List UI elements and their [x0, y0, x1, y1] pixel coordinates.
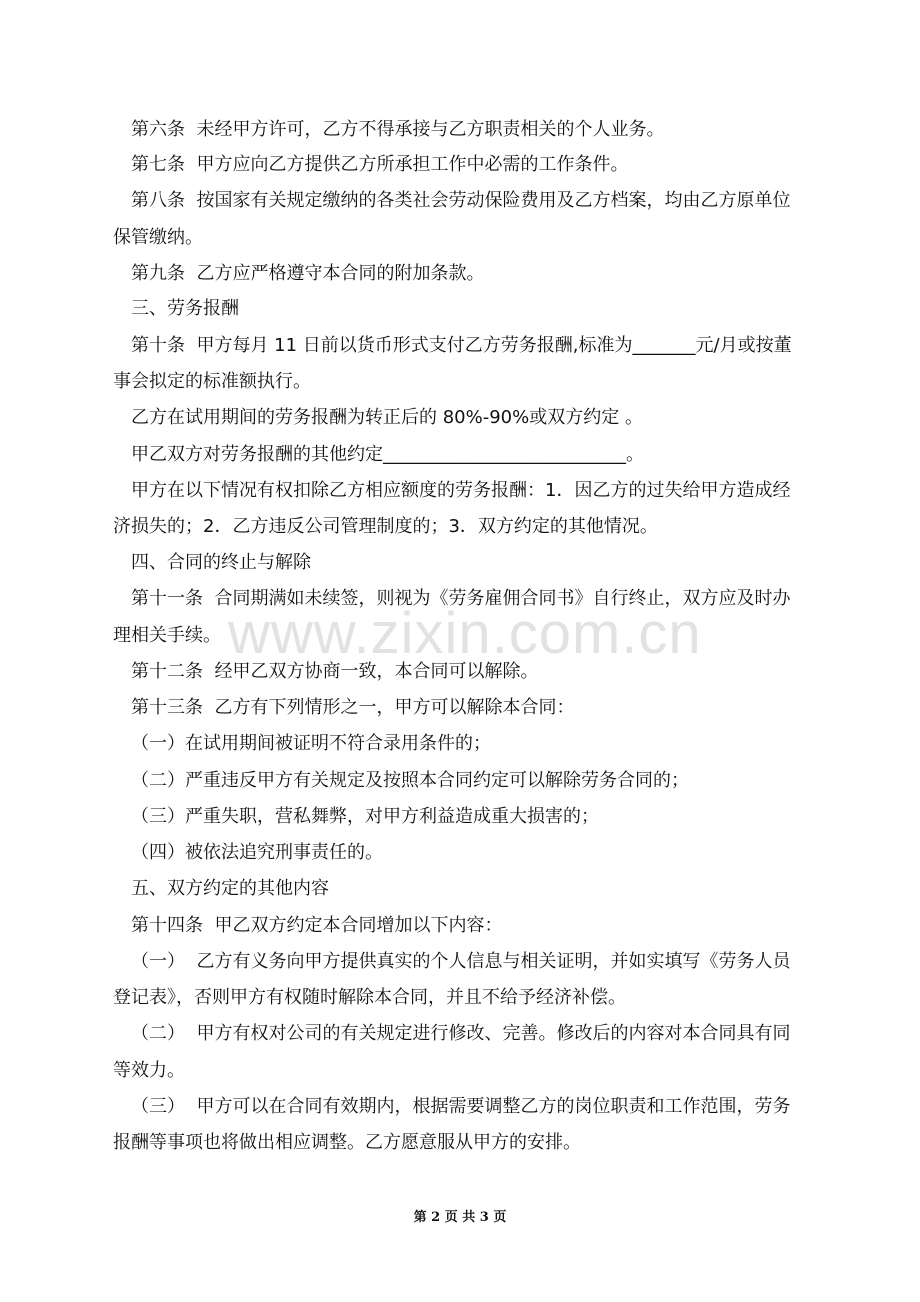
- clause-14: 第十四条 甲乙双方约定本合同增加以下内容：: [131, 915, 503, 936]
- clause-13-item-1: （一）在试用期间被证明不符合录用条件的；: [131, 733, 491, 754]
- watermark: www.zixin.com.cn: [228, 601, 702, 666]
- clause-14-item-1-cont: 登记表》，否则甲方有权随时解除本合同，并且不给予经济补偿。: [113, 987, 626, 1008]
- clause-14-item-2-cont: 等效力。: [113, 1060, 185, 1081]
- clause-14-item-3-cont: 报酬等事项也将做出相应调整。乙方愿意服从甲方的安排。: [113, 1132, 581, 1153]
- clause-11-cont: 理相关手续。: [113, 625, 221, 646]
- probation-pay: 乙方在试用期间的劳务报酬为转正后的 80%-90%或双方约定 。: [131, 407, 643, 428]
- clause-13: 第十三条 乙方有下列情形之一，甲方可以解除本合同：: [131, 697, 575, 718]
- clause-8: 第八条 按国家有关规定缴纳的各类社会劳动保险费用及乙方档案，均由乙方原单位: [131, 190, 791, 211]
- section-4-heading: 四、合同的终止与解除: [131, 552, 311, 573]
- clause-12: 第十二条 经甲乙双方协商一致，本合同可以解除。: [131, 661, 539, 682]
- clause-11: 第十一条 合同期满如未续签，则视为《劳务雇佣合同书》自行终止，双方应及时办: [131, 588, 791, 609]
- clause-10: 第十条 甲方每月 11 日前以货币形式支付乙方劳务报酬,标准为_______元/月或按董: [131, 335, 792, 356]
- clause-10-cont: 事会拟定的标准额执行。: [113, 371, 311, 392]
- section-3-heading: 三、劳务报酬: [131, 298, 239, 319]
- clause-14-item-3: （三） 甲方可以在合同有效期内，根据需要调整乙方的岗位职责和工作范围，劳务: [131, 1096, 791, 1117]
- deduction-terms: 甲方在以下情况有权扣除乙方相应额度的劳务报酬：1．因乙方的过失给甲方造成经: [131, 480, 791, 501]
- clause-14-item-2: （二） 甲方有权对公司的有关规定进行修改、完善。修改后的内容对本合同具有同: [131, 1023, 791, 1044]
- deduction-terms-cont: 济损失的；2．乙方违反公司管理制度的；3．双方约定的其他情况。: [113, 516, 658, 537]
- clause-9: 第九条 乙方应严格遵守本合同的附加条款。: [131, 263, 485, 284]
- clause-14-item-1: （一） 乙方有义务向甲方提供真实的个人信息与相关证明，并如实填写《劳务人员: [131, 951, 791, 972]
- clause-8-cont: 保管缴纳。: [113, 227, 203, 248]
- clause-13-item-3: （三）严重失职，营私舞弊，对甲方利益造成重大损害的；: [131, 806, 599, 827]
- page-number: 第 2 页 共 3 页: [413, 1210, 507, 1225]
- clause-13-item-4: （四）被依法追究刑事责任的。: [131, 842, 383, 863]
- section-5-heading: 五、双方约定的其他内容: [131, 878, 329, 899]
- clause-7: 第七条 甲方应向乙方提供乙方所承担工作中必需的工作条件。: [131, 154, 629, 175]
- clause-6: 第六条 未经甲方许可，乙方不得承接与乙方职责相关的个人业务。: [131, 119, 665, 140]
- other-pay-agreement: 甲乙双方对劳务报酬的其他约定___________________________。: [131, 444, 644, 465]
- clause-13-item-2: （二）严重违反甲方有关规定及按照本合同约定可以解除劳务合同的；: [131, 770, 689, 791]
